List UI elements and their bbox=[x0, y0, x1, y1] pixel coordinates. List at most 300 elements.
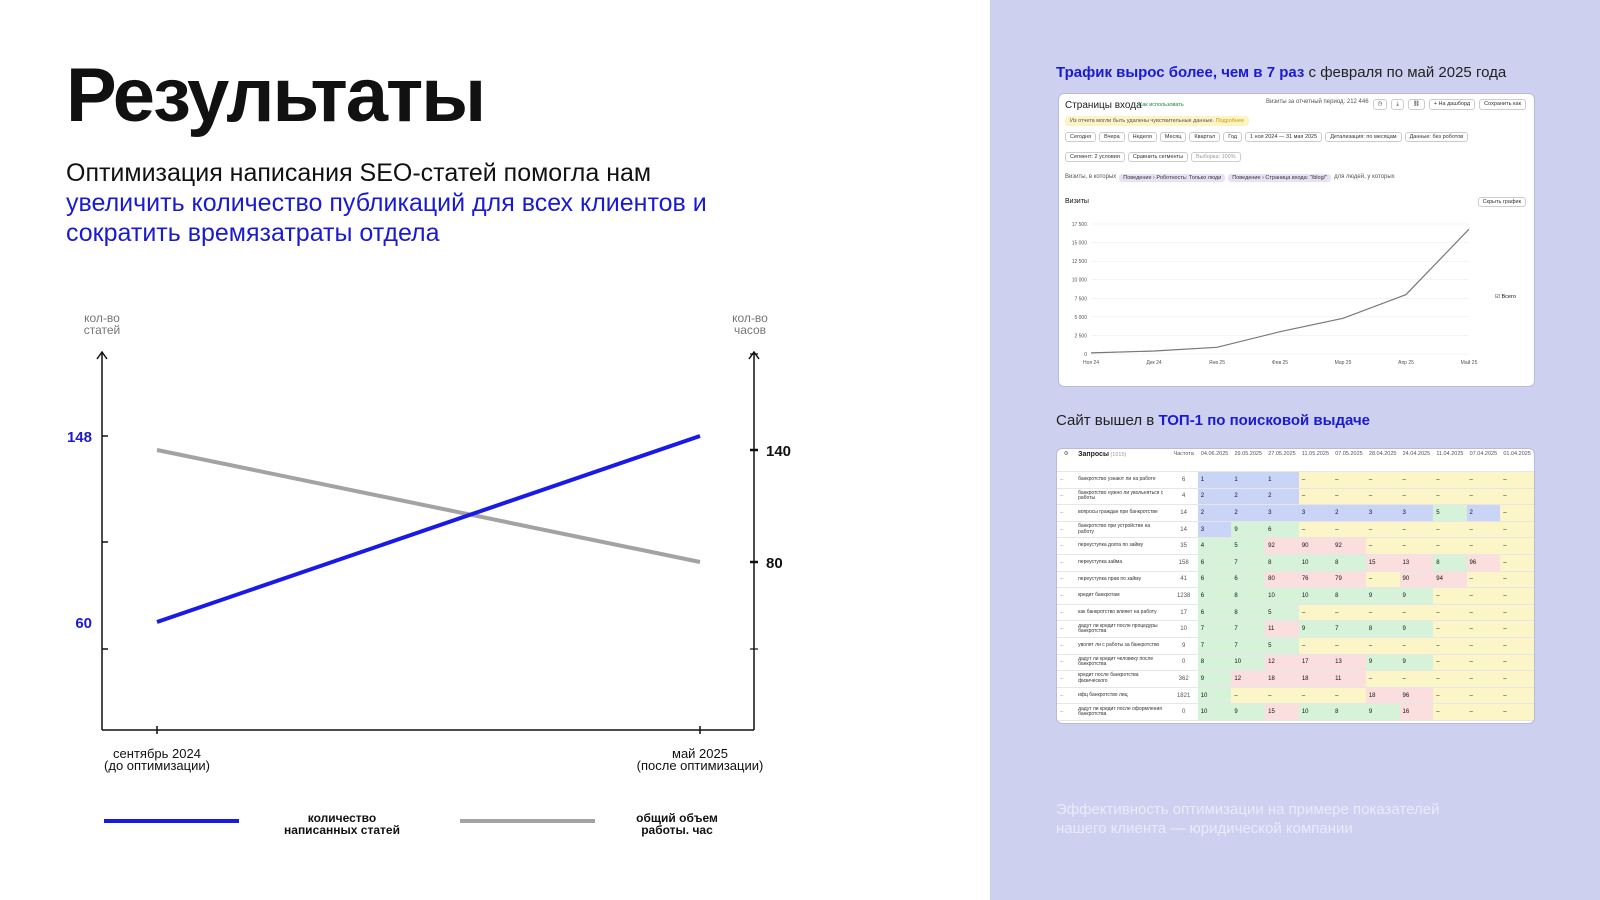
right-tick-label-140: 140 bbox=[766, 443, 792, 460]
table-row[interactable] bbox=[1057, 637, 1534, 654]
chart-axes bbox=[97, 352, 759, 734]
position-cell: – bbox=[1366, 472, 1400, 489]
mini-x-tick-3: Фев 25 bbox=[1271, 360, 1289, 366]
position-cell: 5 bbox=[1433, 505, 1466, 522]
frequency-cell: 362 bbox=[1170, 671, 1198, 688]
position-cell: 6 bbox=[1198, 604, 1232, 621]
col-date-0[interactable]: 04.06.2025 bbox=[1198, 449, 1232, 472]
table-row[interactable] bbox=[1057, 538, 1534, 555]
query-cell: дадут ли кредит человеку после банкротства bbox=[1075, 654, 1169, 671]
query-cell: дадут ли кредит после оформления банкротства bbox=[1075, 704, 1169, 721]
position-cell: 8 bbox=[1265, 554, 1299, 571]
position-cell: 5 bbox=[1265, 637, 1299, 654]
query-cell: переуступка прав по займу bbox=[1075, 571, 1169, 588]
row-toggle[interactable]: – bbox=[1057, 637, 1075, 654]
visits-note: Визиты за отчетный период: 212 446 bbox=[1266, 99, 1369, 105]
position-cell: – bbox=[1366, 538, 1400, 555]
position-cell: 5 bbox=[1231, 538, 1265, 555]
row-toggle[interactable]: – bbox=[1057, 671, 1075, 688]
filter-entry-page[interactable]: Поведение › Страница входа: "/blog/" bbox=[1228, 174, 1331, 182]
position-cell: 13 bbox=[1400, 554, 1434, 571]
col-date-7[interactable]: 11.04.2025 bbox=[1433, 449, 1466, 472]
chart-labels bbox=[67, 311, 791, 773]
settings-icon: ⚙ bbox=[1063, 451, 1069, 457]
position-cell: 8 bbox=[1332, 704, 1366, 721]
position-cell: 96 bbox=[1400, 687, 1434, 704]
mini-y-tick-6: 2 500 bbox=[1074, 333, 1087, 340]
position-cell: – bbox=[1400, 538, 1434, 555]
slide-title: Результаты bbox=[66, 53, 485, 138]
position-cell: 9 bbox=[1400, 654, 1434, 671]
col-query[interactable]: Запросы (1015) bbox=[1075, 449, 1169, 472]
position-cell: – bbox=[1467, 687, 1501, 704]
legend-swatch-hours bbox=[460, 819, 595, 823]
x-label-0-line2: (до оптимизации) bbox=[104, 758, 210, 773]
period-5[interactable]: Год bbox=[1223, 132, 1242, 142]
mini-y-tick-5: 5 000 bbox=[1074, 314, 1087, 321]
table-row[interactable] bbox=[1057, 671, 1534, 688]
warning-link[interactable]: Подробнее bbox=[1215, 118, 1245, 124]
row-toggle[interactable]: – bbox=[1057, 488, 1075, 505]
row-toggle[interactable]: – bbox=[1057, 521, 1075, 538]
position-cell: – bbox=[1332, 687, 1366, 704]
mini-x-tick-5: Апр 25 bbox=[1398, 360, 1414, 366]
position-cell: – bbox=[1467, 704, 1501, 721]
data-select[interactable]: Данные: без роботов bbox=[1405, 132, 1469, 142]
table-row[interactable] bbox=[1057, 621, 1534, 638]
position-cell: – bbox=[1332, 472, 1366, 489]
position-cell: – bbox=[1299, 687, 1332, 704]
frequency-cell: 1821 bbox=[1170, 687, 1198, 704]
position-cell: – bbox=[1433, 637, 1466, 654]
position-cell: 2 bbox=[1231, 488, 1265, 505]
query-cell: банкротство при устройстве на работу bbox=[1075, 521, 1169, 538]
left-axis-label-2: статей bbox=[83, 323, 121, 337]
position-cell: – bbox=[1366, 488, 1400, 505]
position-cell: – bbox=[1467, 637, 1501, 654]
table-row[interactable] bbox=[1057, 505, 1534, 522]
position-cell: – bbox=[1265, 687, 1299, 704]
row-toggle[interactable]: – bbox=[1057, 621, 1075, 638]
position-cell: – bbox=[1500, 538, 1534, 555]
position-cell: – bbox=[1500, 704, 1534, 721]
position-cell: – bbox=[1467, 571, 1501, 588]
position-cell: 6 bbox=[1265, 521, 1299, 538]
position-cell: 3 bbox=[1265, 505, 1299, 522]
position-cell: – bbox=[1500, 472, 1534, 489]
positions-panel bbox=[1056, 448, 1535, 724]
position-cell: 7 bbox=[1231, 621, 1265, 638]
col-date-1[interactable]: 29.05.2025 bbox=[1231, 449, 1265, 472]
position-cell: 10 bbox=[1231, 654, 1265, 671]
query-cell: переуступка долга по займу bbox=[1075, 538, 1169, 555]
position-cell: – bbox=[1366, 521, 1400, 538]
position-cell: 90 bbox=[1400, 571, 1434, 588]
position-cell: 9 bbox=[1400, 588, 1434, 605]
row-toggle[interactable]: – bbox=[1057, 704, 1075, 721]
position-cell: – bbox=[1500, 671, 1534, 688]
position-cell: – bbox=[1500, 571, 1534, 588]
period-row bbox=[1065, 132, 1468, 142]
position-cell: – bbox=[1231, 687, 1265, 704]
frequency-cell: 1238 bbox=[1170, 588, 1198, 605]
position-cell: – bbox=[1500, 554, 1534, 571]
date-range-button[interactable]: 1 ноя 2024 — 31 мая 2025 bbox=[1245, 132, 1322, 142]
traffic-heading-plain: с февраля по май 2025 года bbox=[1304, 64, 1507, 81]
position-cell: – bbox=[1299, 488, 1332, 505]
position-cell: 11 bbox=[1332, 671, 1366, 688]
position-cell: 10 bbox=[1299, 588, 1332, 605]
position-cell: 9 bbox=[1366, 704, 1400, 721]
col-date-6[interactable]: 24.04.2025 bbox=[1400, 449, 1434, 472]
positions-table bbox=[1057, 449, 1534, 721]
compare-segments-button[interactable]: Сравнить сегменты bbox=[1128, 152, 1188, 162]
download-icon[interactable]: ⤓ bbox=[1391, 99, 1403, 110]
frequency-cell: 14 bbox=[1170, 521, 1198, 538]
metrika-panel bbox=[1058, 93, 1535, 387]
position-cell: – bbox=[1433, 488, 1466, 505]
hide-chart-button[interactable]: Скрыть график bbox=[1478, 197, 1526, 207]
row-toggle[interactable]: – bbox=[1057, 538, 1075, 555]
position-cell: – bbox=[1332, 604, 1366, 621]
position-cell: – bbox=[1400, 488, 1434, 505]
position-cell: 11 bbox=[1265, 621, 1299, 638]
table-row[interactable] bbox=[1057, 472, 1534, 489]
position-cell: – bbox=[1433, 671, 1466, 688]
mini-y-tick-0: 17 500 bbox=[1071, 222, 1087, 228]
position-cell: – bbox=[1433, 621, 1466, 638]
position-cell: 8 bbox=[1231, 604, 1265, 621]
period-4[interactable]: Квартал bbox=[1189, 132, 1220, 142]
mini-x-tick-2: Янв 25 bbox=[1209, 360, 1225, 366]
position-cell: 18 bbox=[1366, 687, 1400, 704]
x-label-1-line2: (после оптимизации) bbox=[636, 758, 764, 773]
frequency-cell: 41 bbox=[1170, 571, 1198, 588]
position-cell: 7 bbox=[1332, 621, 1366, 638]
position-cell: – bbox=[1299, 521, 1332, 538]
row-toggle[interactable]: – bbox=[1057, 588, 1075, 605]
row-toggle[interactable]: – bbox=[1057, 571, 1075, 588]
position-cell: 6 bbox=[1198, 554, 1232, 571]
position-cell: 92 bbox=[1332, 538, 1366, 555]
row-toggle[interactable]: – bbox=[1057, 505, 1075, 522]
position-cell: 13 bbox=[1332, 654, 1366, 671]
col-frequency[interactable]: Частота bbox=[1170, 449, 1198, 472]
position-cell: 9 bbox=[1366, 588, 1400, 605]
traffic-heading-highlight: Трафик вырос более, чем в 7 раз bbox=[1056, 64, 1305, 81]
mini-x-tick-6: Май 25 bbox=[1460, 360, 1478, 366]
position-cell: 1 bbox=[1265, 472, 1299, 489]
frequency-cell: 17 bbox=[1170, 604, 1198, 621]
position-cell: 96 bbox=[1467, 554, 1501, 571]
traffic-chart bbox=[1059, 214, 1534, 384]
filter-label: Визиты, в которых bbox=[1065, 174, 1117, 180]
position-cell: – bbox=[1467, 671, 1501, 688]
frequency-cell: 35 bbox=[1170, 538, 1198, 555]
position-cell: 8 bbox=[1332, 588, 1366, 605]
mini-x-tick-1: Дек 24 bbox=[1146, 360, 1162, 366]
top-heading-highlight: ТОП-1 по поисковой выдаче bbox=[1158, 412, 1370, 429]
position-cell: – bbox=[1467, 588, 1501, 605]
position-cell: 8 bbox=[1198, 654, 1232, 671]
right-axis-label-1: кол-во bbox=[732, 311, 768, 325]
segment-row bbox=[1065, 152, 1241, 162]
frequency-cell: 0 bbox=[1170, 704, 1198, 721]
position-cell: – bbox=[1500, 488, 1534, 505]
panel-title: Страницы входа bbox=[1065, 100, 1142, 111]
position-cell: 2 bbox=[1198, 488, 1232, 505]
col-date-2[interactable]: 27.05.2025 bbox=[1265, 449, 1299, 472]
col-date-5[interactable]: 28.04.2025 bbox=[1366, 449, 1400, 472]
col-date-9[interactable]: 01.04.2025 bbox=[1500, 449, 1534, 472]
mini-x-tick-0: Ноя 24 bbox=[1082, 360, 1100, 366]
position-cell: 3 bbox=[1198, 521, 1232, 538]
position-cell: 9 bbox=[1231, 521, 1265, 538]
table-row[interactable] bbox=[1057, 571, 1534, 588]
position-cell: 9 bbox=[1231, 704, 1265, 721]
frequency-cell: 14 bbox=[1170, 505, 1198, 522]
position-cell: – bbox=[1332, 637, 1366, 654]
row-toggle[interactable]: – bbox=[1057, 554, 1075, 571]
chart-lines bbox=[157, 436, 700, 622]
table-row[interactable] bbox=[1057, 604, 1534, 621]
filter-robots[interactable]: Поведение › Роботность: Только люди bbox=[1119, 174, 1225, 182]
top-heading bbox=[1056, 412, 1370, 429]
link-icon[interactable]: ⛓ bbox=[1408, 99, 1425, 110]
query-cell: переуступка займа bbox=[1075, 554, 1169, 571]
save-as-button[interactable]: Сохранить как bbox=[1479, 99, 1526, 110]
mini-y-tick-4: 7 500 bbox=[1074, 296, 1087, 303]
row-toggle[interactable]: – bbox=[1057, 687, 1075, 704]
position-cell: 9 bbox=[1366, 654, 1400, 671]
frequency-cell: 4 bbox=[1170, 488, 1198, 505]
position-cell: 15 bbox=[1366, 554, 1400, 571]
position-cell: 92 bbox=[1265, 538, 1299, 555]
position-cell: – bbox=[1332, 521, 1366, 538]
position-cell: – bbox=[1433, 654, 1466, 671]
position-cell: – bbox=[1433, 704, 1466, 721]
legend-all[interactable]: ☑ Всего bbox=[1495, 294, 1516, 300]
legend-swatch-articles bbox=[104, 819, 239, 823]
position-cell: 17 bbox=[1299, 654, 1332, 671]
position-cell: – bbox=[1467, 488, 1501, 505]
x-label-0-line1: сентябрь 2024 bbox=[113, 746, 201, 761]
query-cell: как банкротство влияет на работу bbox=[1075, 604, 1169, 621]
position-cell: 8 bbox=[1332, 554, 1366, 571]
position-cell: 1 bbox=[1231, 472, 1265, 489]
position-cell: 10 bbox=[1265, 588, 1299, 605]
mini-x-tick-4: Мар 25 bbox=[1334, 360, 1352, 366]
position-cell: – bbox=[1467, 472, 1501, 489]
clock-icon[interactable]: ◷ bbox=[1373, 99, 1388, 110]
position-cell: 9 bbox=[1198, 671, 1232, 688]
position-cell: 2 bbox=[1332, 505, 1366, 522]
position-cell: – bbox=[1433, 538, 1466, 555]
mini-y-tick-7: 0 bbox=[1084, 352, 1087, 358]
position-cell: – bbox=[1366, 604, 1400, 621]
left-axis-label-1: кол-во bbox=[84, 311, 120, 325]
period-1[interactable]: Вчера bbox=[1099, 132, 1125, 142]
position-cell: 9 bbox=[1299, 621, 1332, 638]
table-row[interactable] bbox=[1057, 521, 1534, 538]
query-cell: банкротство узнают ли на работе bbox=[1075, 472, 1169, 489]
position-cell: – bbox=[1299, 472, 1332, 489]
position-cell: – bbox=[1467, 621, 1501, 638]
position-cell: 10 bbox=[1198, 687, 1232, 704]
mini-y-tick-1: 15 000 bbox=[1071, 240, 1087, 247]
query-cell: вопросы граждан при банкротстве bbox=[1075, 505, 1169, 522]
position-cell: – bbox=[1299, 604, 1332, 621]
position-cell: – bbox=[1467, 604, 1501, 621]
position-cell: 18 bbox=[1265, 671, 1299, 688]
position-cell: – bbox=[1400, 472, 1434, 489]
position-cell: – bbox=[1500, 654, 1534, 671]
position-cell: 18 bbox=[1299, 671, 1332, 688]
position-cell: 10 bbox=[1198, 704, 1232, 721]
position-cell: – bbox=[1433, 472, 1466, 489]
top-heading-plain: Сайт вышел в bbox=[1056, 412, 1159, 429]
position-cell: – bbox=[1332, 488, 1366, 505]
query-cell: кредит после банкротства физического bbox=[1075, 671, 1169, 688]
position-cell: 10 bbox=[1299, 704, 1332, 721]
mini-y-tick-3: 10 000 bbox=[1071, 277, 1087, 284]
query-cell: уволят ли с работы за банкротство bbox=[1075, 637, 1169, 654]
table-row[interactable] bbox=[1057, 704, 1534, 721]
frequency-cell: 10 bbox=[1170, 621, 1198, 638]
position-cell: – bbox=[1500, 505, 1534, 522]
period-3[interactable]: Месяц bbox=[1160, 132, 1187, 142]
table-row[interactable] bbox=[1057, 554, 1534, 571]
position-cell: – bbox=[1433, 604, 1466, 621]
table-row[interactable] bbox=[1057, 654, 1534, 671]
position-cell: 7 bbox=[1198, 621, 1232, 638]
position-cell: 6 bbox=[1198, 571, 1232, 588]
detail-select[interactable]: Детализация: по месяцам bbox=[1325, 132, 1401, 142]
position-cell: 8 bbox=[1366, 621, 1400, 638]
subtitle-plain: Оптимизация написания SEO-статей помогла нам bbox=[66, 159, 652, 187]
position-cell: – bbox=[1366, 571, 1400, 588]
footnote: Эффективность оптимизации на примере показателей нашего клиента — юридической компании bbox=[1056, 801, 1440, 837]
position-cell: – bbox=[1500, 637, 1534, 654]
how-to-use-link[interactable]: Как использовать bbox=[1139, 102, 1184, 108]
frequency-cell: 0 bbox=[1170, 654, 1198, 671]
row-toggle[interactable]: – bbox=[1057, 472, 1075, 489]
position-cell: 3 bbox=[1400, 505, 1434, 522]
position-cell: 16 bbox=[1400, 704, 1434, 721]
position-cell: 7 bbox=[1231, 554, 1265, 571]
position-cell: – bbox=[1366, 671, 1400, 688]
position-cell: – bbox=[1500, 521, 1534, 538]
position-cell: – bbox=[1400, 604, 1434, 621]
position-cell: 80 bbox=[1265, 571, 1299, 588]
chart-legend bbox=[104, 812, 754, 842]
table-row[interactable] bbox=[1057, 488, 1534, 505]
query-cell: ифц банкротство лиц bbox=[1075, 687, 1169, 704]
filter-row bbox=[1065, 174, 1395, 182]
position-cell: 6 bbox=[1198, 588, 1232, 605]
position-cell: – bbox=[1299, 637, 1332, 654]
row-toggle[interactable]: – bbox=[1057, 654, 1075, 671]
period-2[interactable]: Неделя bbox=[1128, 132, 1157, 142]
warning-banner: Из отчета могли быть удалены чувствительные данные. Подробнее bbox=[1065, 116, 1249, 126]
position-cell: – bbox=[1433, 521, 1466, 538]
position-cell: – bbox=[1400, 637, 1434, 654]
frequency-cell: 6 bbox=[1170, 472, 1198, 489]
position-cell: 4 bbox=[1198, 538, 1232, 555]
right-axis-label-2: часов bbox=[733, 323, 767, 337]
position-cell: 15 bbox=[1265, 704, 1299, 721]
frequency-cell: 9 bbox=[1170, 637, 1198, 654]
position-cell: 76 bbox=[1299, 571, 1332, 588]
subtitle-highlight: увеличить количество публикаций для всех клиентов и сократить времязатраты отдела bbox=[66, 189, 707, 247]
position-cell: 79 bbox=[1332, 571, 1366, 588]
metric-label: Визиты bbox=[1065, 198, 1089, 205]
filter-more[interactable]: для людей, у которых bbox=[1334, 174, 1395, 180]
position-cell: 2 bbox=[1265, 488, 1299, 505]
position-cell: – bbox=[1366, 637, 1400, 654]
position-cell: 1 bbox=[1198, 472, 1232, 489]
position-cell: 12 bbox=[1231, 671, 1265, 688]
position-cell: 94 bbox=[1433, 571, 1466, 588]
dashboard-button[interactable]: + На дашборд bbox=[1429, 99, 1475, 110]
position-cell: – bbox=[1400, 671, 1434, 688]
right-tick-label-80: 80 bbox=[766, 555, 783, 572]
position-cell: 7 bbox=[1231, 637, 1265, 654]
position-cell: 9 bbox=[1400, 621, 1434, 638]
position-cell: 8 bbox=[1433, 554, 1466, 571]
position-cell: – bbox=[1433, 588, 1466, 605]
col-date-3[interactable]: 11.05.2025 bbox=[1299, 449, 1332, 472]
position-cell: – bbox=[1500, 588, 1534, 605]
period-0[interactable]: Сегодня bbox=[1065, 132, 1096, 142]
position-cell: – bbox=[1500, 621, 1534, 638]
legend-label-articles: количество написанных статей bbox=[284, 811, 400, 837]
position-cell: 3 bbox=[1366, 505, 1400, 522]
position-cell: – bbox=[1500, 604, 1534, 621]
sample-button[interactable]: Выборка: 100% bbox=[1191, 152, 1241, 162]
position-cell: – bbox=[1433, 687, 1466, 704]
table-row[interactable] bbox=[1057, 588, 1534, 605]
row-toggle[interactable]: – bbox=[1057, 604, 1075, 621]
frequency-cell: 158 bbox=[1170, 554, 1198, 571]
x-label-1-line1: май 2025 bbox=[672, 746, 728, 761]
position-cell: 2 bbox=[1198, 505, 1232, 522]
position-cell: – bbox=[1467, 538, 1501, 555]
position-cell: 8 bbox=[1231, 588, 1265, 605]
query-cell: дадут ли кредит после процедуры банкротства bbox=[1075, 621, 1169, 638]
position-cell: – bbox=[1400, 521, 1434, 538]
position-cell: 12 bbox=[1265, 654, 1299, 671]
series-articles-line bbox=[157, 436, 700, 622]
position-cell: 10 bbox=[1299, 554, 1332, 571]
segment-button[interactable]: Сегмент: 2 условия bbox=[1065, 152, 1125, 162]
left-tick-label-148: 148 bbox=[66, 429, 92, 446]
position-cell: – bbox=[1500, 687, 1534, 704]
col-date-4[interactable]: 07.05.2025 bbox=[1332, 449, 1366, 472]
table-row[interactable] bbox=[1057, 687, 1534, 704]
series-hours-line bbox=[157, 450, 700, 562]
traffic-heading bbox=[1056, 64, 1506, 81]
query-cell: банкротство нужно ли увольняться с работы bbox=[1075, 488, 1169, 505]
position-cell: 5 bbox=[1265, 604, 1299, 621]
query-cell: кредит банкротам bbox=[1075, 588, 1169, 605]
mini-series-line bbox=[1091, 229, 1469, 353]
position-cell: 3 bbox=[1299, 505, 1332, 522]
position-cell: – bbox=[1467, 521, 1501, 538]
legend-label-hours: общий объем работы. час bbox=[636, 811, 718, 837]
col-date-8[interactable]: 07.04.2025 bbox=[1467, 449, 1501, 472]
left-tick-label-60: 60 bbox=[75, 615, 92, 632]
